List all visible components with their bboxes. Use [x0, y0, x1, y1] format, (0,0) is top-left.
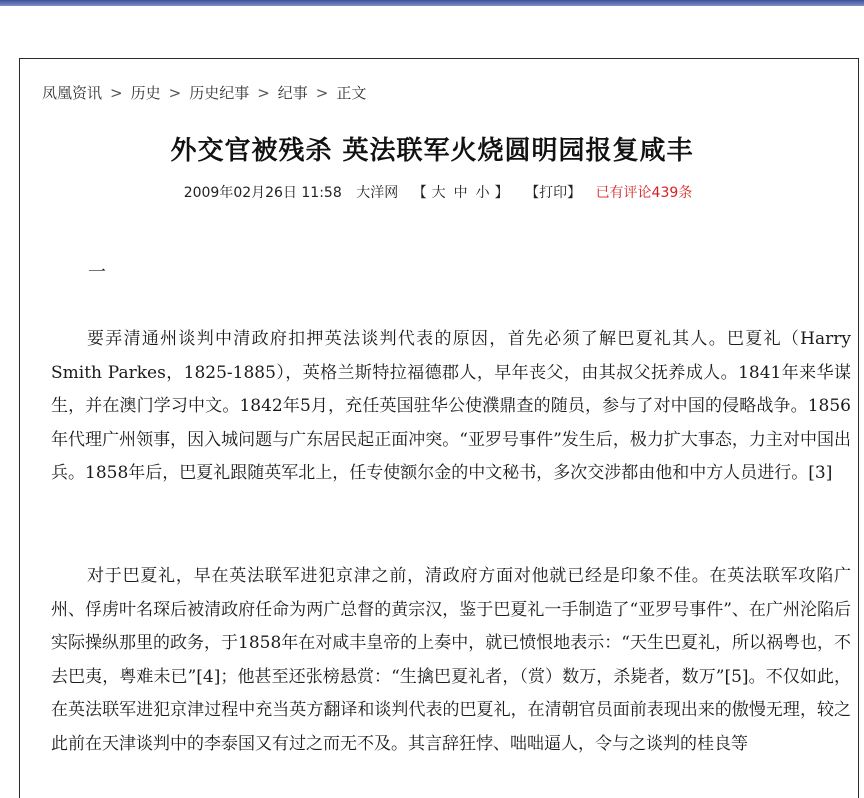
article-paragraph-2: 对于巴夏礼，早在英法联军进犯京津之前，清政府方面对他就已经是印象不佳。在英法联军攻陷广州、俘虏叶名琛后被清政府任命为两广总督的黄宗汉，鉴于巴夏礼一手制造了“亚罗号事件”、在广州沦陷后实际操纵那里的政务，于1858年在对咸丰皇帝的上奏中，就已愤恨地表示：“天生巴夏礼，所以祸粤也，不去巴夷，粤难未已”[4]；他甚至还张榜悬赏：“生擒巴夏礼者，（赏）数万，杀毙者，数万”[5]。不仅如此，在英法联军进犯京津过程中充当英方翻译和谈判代表的巴夏礼，在清朝官员面前表现出来的傲慢无理，较之此前在天津谈判中的李泰国又有过之而无不及。其言辞狂悖、咄咄逼人，令与之谈判的桂良等 — [51, 566, 851, 754]
breadcrumb-history-events[interactable]: 历史纪事 — [189, 84, 250, 102]
breadcrumb-home[interactable]: 凤凰资讯 — [42, 84, 103, 102]
breadcrumb-separator: > — [257, 84, 270, 102]
breadcrumb-current: 正文 — [336, 84, 367, 102]
font-large-link[interactable]: 大 — [431, 185, 448, 201]
font-size-controls — [413, 185, 511, 201]
breadcrumb-separator: > — [110, 84, 123, 102]
section-number: 一 — [88, 262, 106, 283]
breadcrumb — [42, 82, 366, 103]
top-banner-strip — [0, 0, 864, 6]
article-datetime: 2009年02月26日 11:58 — [183, 185, 342, 201]
article-paragraph-1: 要弄清通州谈判中清政府扣押英法谈判代表的原因，首先必须了解巴夏礼其人。巴夏礼（Harry Smith Parkes，1825-1885），英格兰斯特拉福德郡人，早年丧父，由其叔父抚养成人。1841年来华谋生，并在澳门学习中文。1842年5月，充任英国驻华公使濮鼎查的随员，参与了对中国的侵略战争。1856年代理广州领事，因入城问题与广东居民起正面冲突。“亚罗号事件”发生后，极力扩大事态，力主对中国出兵。1858年后，巴夏礼跟随英军北上，任专使额尔金的中文秘书，多次交涉都由他和中方人员进行。[3] — [51, 329, 851, 483]
font-medium-link[interactable]: 中 — [453, 185, 470, 201]
comments-link[interactable]: 已有评论439条 — [595, 185, 693, 201]
bracket-open: 【 — [412, 185, 429, 201]
article-source[interactable]: 大洋网 — [356, 185, 399, 201]
breadcrumb-events[interactable]: 纪事 — [277, 84, 308, 102]
print-link[interactable]: 【打印】 — [525, 185, 582, 201]
article-meta — [0, 182, 864, 202]
breadcrumb-separator: > — [315, 84, 329, 102]
breadcrumb-history[interactable]: 历史 — [130, 84, 161, 102]
font-small-link[interactable]: 小 — [475, 185, 492, 201]
article-title: 外交官被残杀 英法联军火烧圆明园报复咸丰 — [170, 136, 694, 166]
breadcrumb-separator: > — [168, 84, 182, 102]
bracket-close: 】 — [494, 185, 511, 201]
